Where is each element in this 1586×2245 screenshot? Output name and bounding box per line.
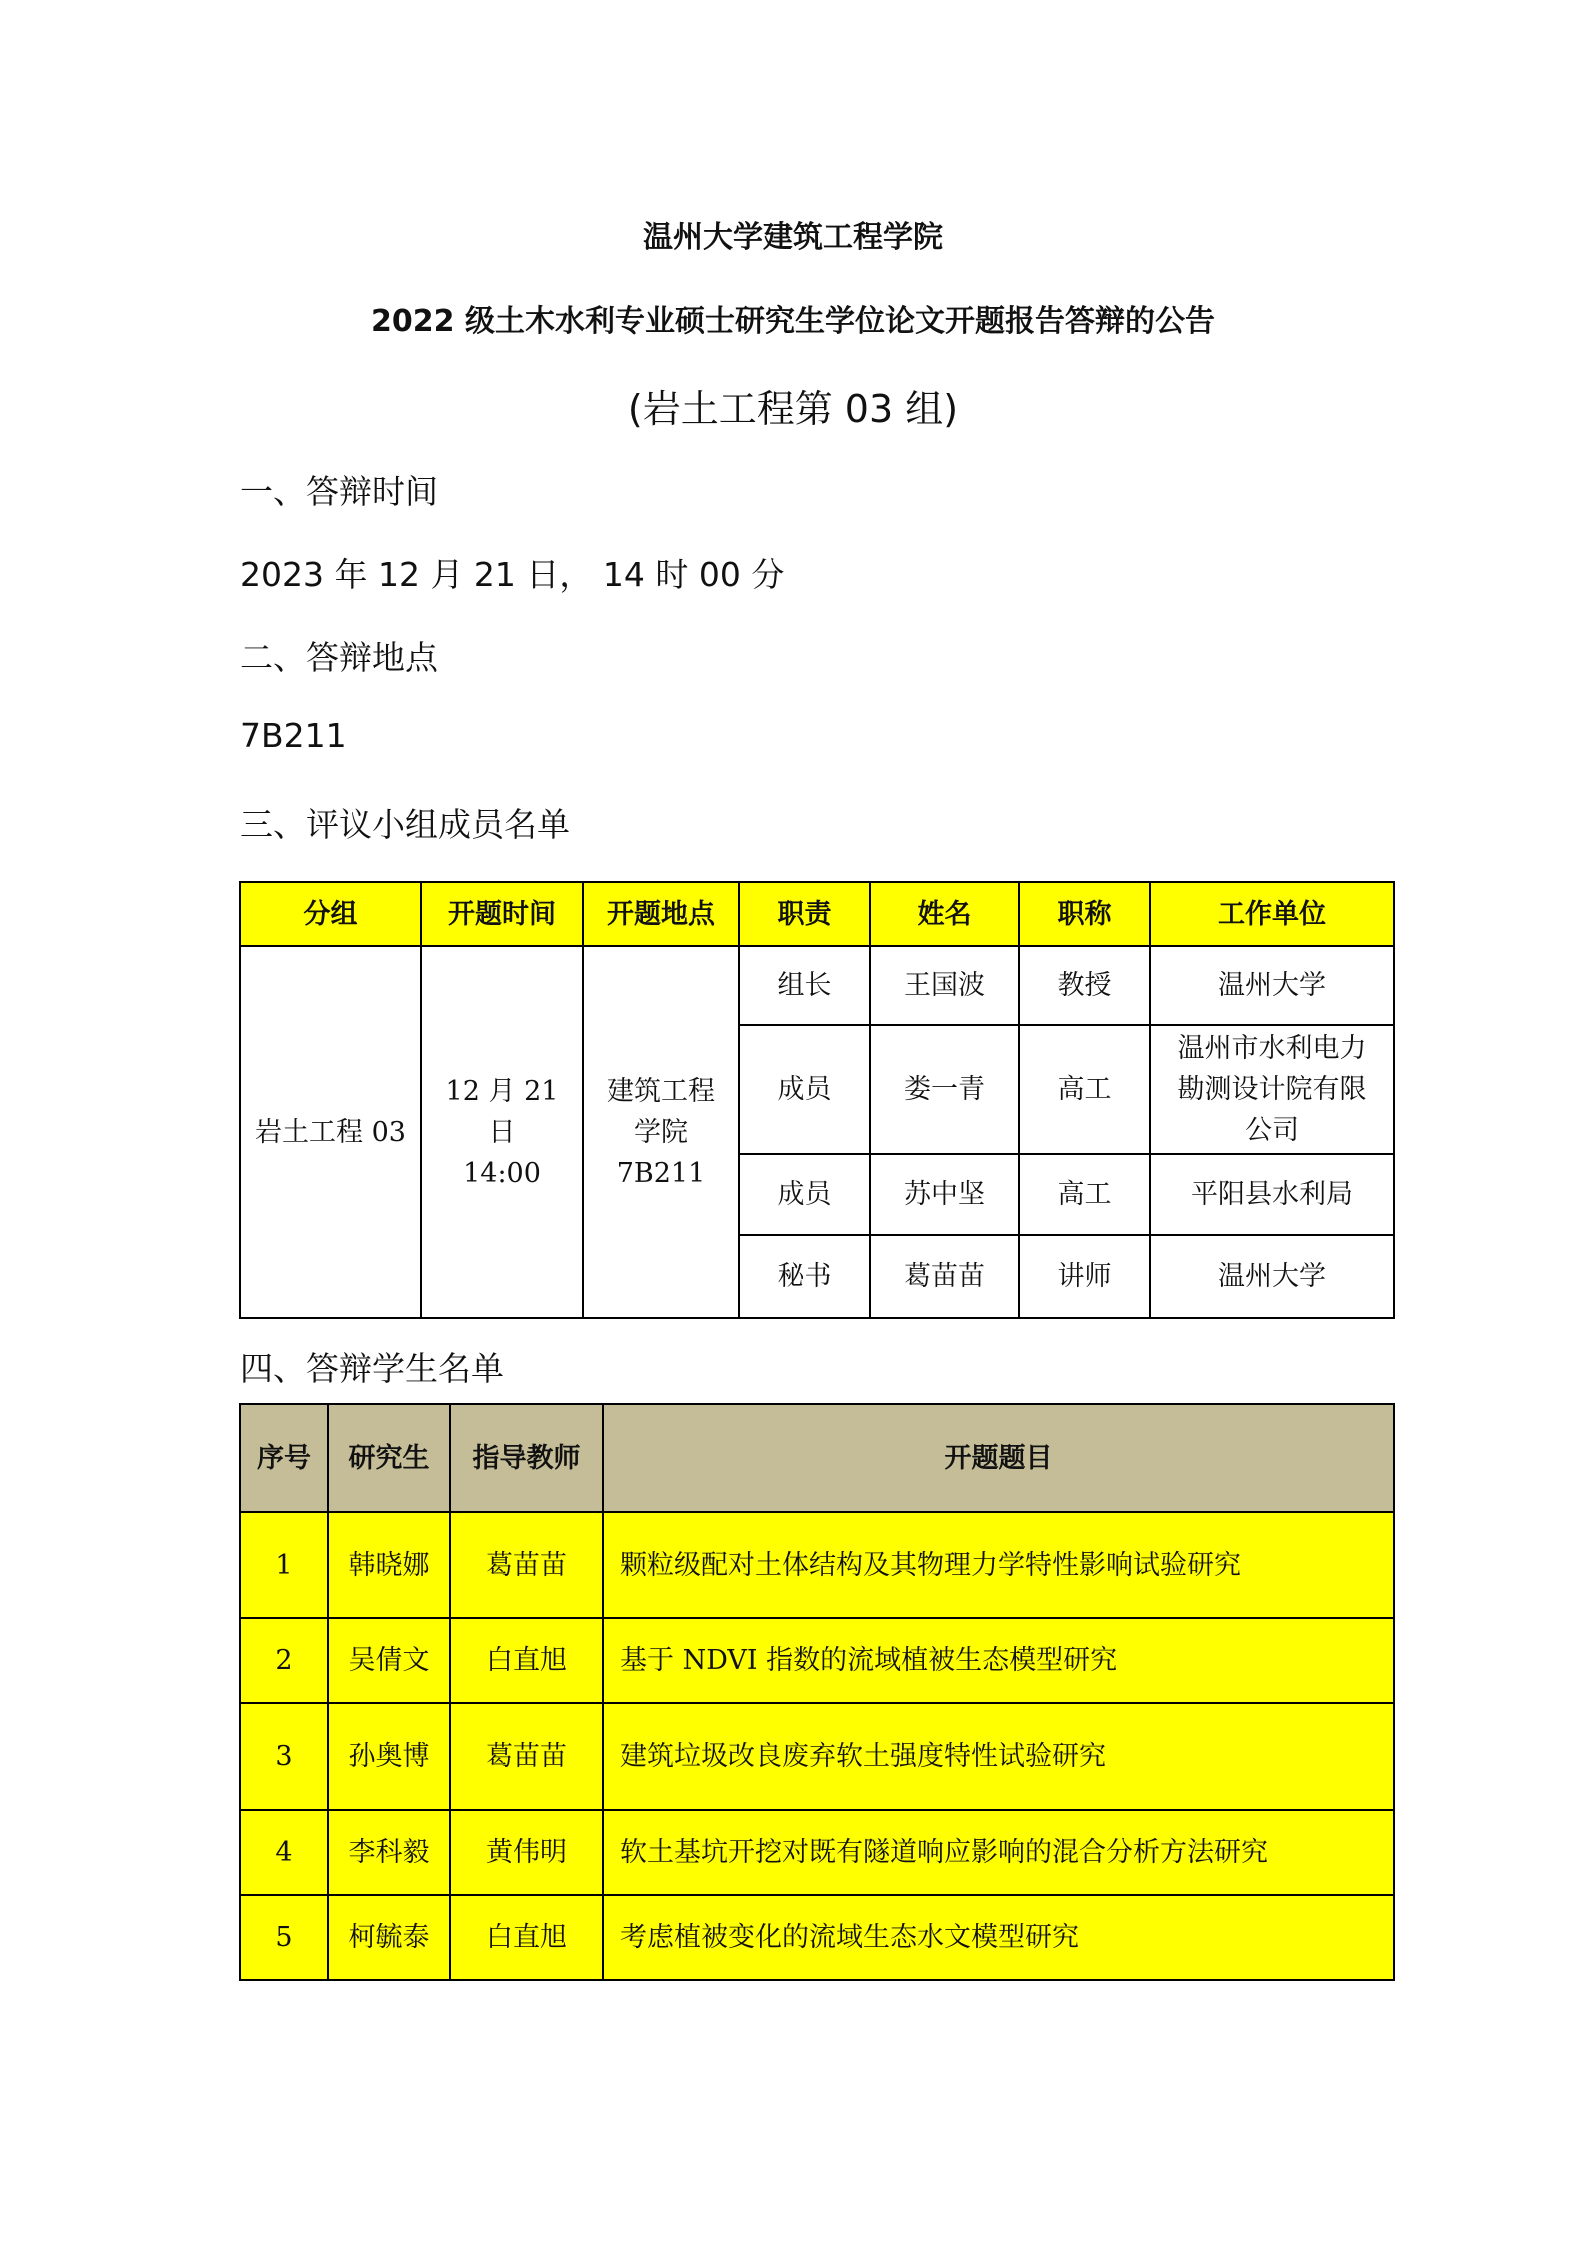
advisor-name: 白直旭 [450,1618,603,1703]
header-cell: 序号 [240,1404,328,1512]
table-row [240,1810,1394,1895]
student-name: 孙奥博 [328,1703,450,1810]
document-title: 温州大学建筑工程学院 [643,220,943,255]
time-clock: 14:00 [463,1157,541,1189]
topic-title: 颗粒级配对土体结构及其物理力学特性影响试验研究 [603,1512,1394,1618]
place-line: 学院 [634,1116,688,1148]
time-date: 12 月 21 日 [445,1075,559,1148]
document-subtitle: 2022 级土木水利专业硕士研究生学位论文开题报告答辩的公告 [371,304,1215,339]
name-cell: 苏中坚 [870,1154,1019,1235]
unit-line: 勘测设计院有限 [1177,1074,1367,1105]
advisor-name: 白直旭 [450,1895,603,1980]
advisor-name: 黄伟明 [450,1810,603,1895]
topic-title: 考虑植被变化的流域生态水文模型研究 [603,1895,1394,1980]
table-row [240,1618,1394,1703]
table-row [240,946,1394,1025]
title-cell: 教授 [1019,946,1150,1025]
role-cell: 组长 [739,946,870,1025]
row-number: 1 [240,1512,328,1618]
defense-place-value: 7B211 [240,716,347,755]
advisor-name: 葛苗苗 [450,1703,603,1810]
student-name: 韩晓娜 [328,1512,450,1618]
topic-title: 建筑垃圾改良废弃软土强度特性试验研究 [603,1703,1394,1810]
title-cell: 高工 [1019,1154,1150,1235]
unit-cell: 平阳县水利局 [1150,1154,1394,1235]
header-cell: 姓名 [870,882,1019,946]
unit-line: 温州市水利电力 [1177,1033,1367,1064]
student-name: 柯毓泰 [328,1895,450,1980]
title-cell: 讲师 [1019,1235,1150,1318]
table-row [240,1512,1394,1618]
unit-cell [1150,1025,1394,1154]
section-heading-time: 一、答辩时间 [240,472,438,511]
student-table [239,1403,1395,1981]
header-cell: 开题题目 [603,1404,1394,1512]
topic-title: 软土基坑开挖对既有隧道响应影响的混合分析方法研究 [603,1810,1394,1895]
row-number: 5 [240,1895,328,1980]
place-room: 7B211 [616,1157,706,1189]
student-name: 吴倩文 [328,1618,450,1703]
section-heading-panel: 三、评议小组成员名单 [240,805,570,844]
defense-time-value: 2023 年 12 月 21 日， 14 时 00 分 [240,555,785,594]
title-cell: 高工 [1019,1025,1150,1154]
unit-cell: 温州大学 [1150,1235,1394,1318]
section-heading-students: 四、答辩学生名单 [240,1349,504,1388]
panel-table [239,881,1395,1319]
table-header-row [240,882,1394,946]
place-line: 建筑工程 [607,1075,715,1107]
header-cell: 研究生 [328,1404,450,1512]
table-row [240,1703,1394,1810]
row-number: 2 [240,1618,328,1703]
role-cell: 秘书 [739,1235,870,1318]
row-number: 4 [240,1810,328,1895]
time-cell [421,946,583,1318]
name-cell: 葛苗苗 [870,1235,1019,1318]
section-heading-place: 二、答辩地点 [240,638,438,677]
table-header-row [240,1404,1394,1512]
group-name: 岩土工程 03 [255,1116,406,1148]
place-cell [583,946,739,1318]
role-cell: 成员 [739,1154,870,1235]
unit-cell: 温州大学 [1150,946,1394,1025]
table-row [240,1895,1394,1980]
name-cell: 娄一青 [870,1025,1019,1154]
unit-line: 公司 [1245,1115,1299,1146]
group-label: (岩土工程第 03 组) [627,387,959,431]
header-cell: 开题地点 [583,882,739,946]
topic-title: 基于 NDVI 指数的流域植被生态模型研究 [603,1618,1394,1703]
header-cell: 开题时间 [421,882,583,946]
role-cell: 成员 [739,1025,870,1154]
header-cell: 职责 [739,882,870,946]
student-name: 李科毅 [328,1810,450,1895]
header-cell: 职称 [1019,882,1150,946]
header-cell: 工作单位 [1150,882,1394,946]
name-cell: 王国波 [870,946,1019,1025]
advisor-name: 葛苗苗 [450,1512,603,1618]
header-cell: 指导教师 [450,1404,603,1512]
row-number: 3 [240,1703,328,1810]
header-cell: 分组 [240,882,421,946]
group-cell [240,946,421,1318]
